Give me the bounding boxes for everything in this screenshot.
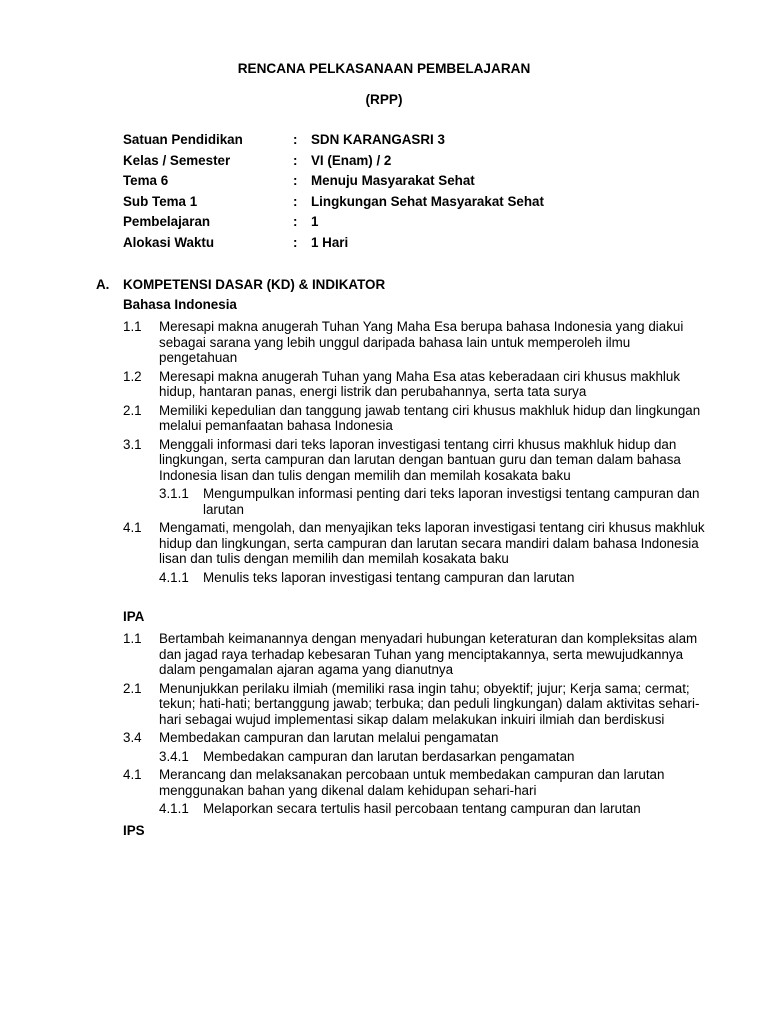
identity-row [123, 214, 544, 235]
identity-row [123, 235, 544, 256]
identity-colon: : [293, 234, 298, 250]
document-subtitle: (RPP) [365, 92, 403, 107]
kd-text: Meresapi makna anugerah Tuhan yang Maha Esa atas keberadaan ciri khusus makhluk hidup, hantaran panas, energi listrik dan perubahannya, serta tata surya [159, 368, 681, 399]
kd-text: Meresapi makna anugerah Tuhan Yang Maha Esa berupa bahasa Indonesia yang diakui sebagai sarana yang lebih unggul daripada bahasa lain untuk memperoleh ilmu pengetahuan [159, 319, 684, 365]
indicator-text: Membedakan campuran dan larutan berdasarkan pengamatan [203, 748, 575, 764]
kd-item [123, 319, 706, 366]
identity-value: Lingkungan Sehat Masyarakat Sehat [311, 193, 544, 209]
kd-item [123, 369, 706, 400]
identity-label: Alokasi Waktu [123, 234, 215, 250]
identity-table [123, 132, 544, 256]
identity-value: SDN KARANGASRI 3 [311, 132, 445, 147]
kd-item [123, 403, 706, 434]
indicator-number: 3.1.1 [159, 486, 189, 501]
kd-item [123, 767, 706, 798]
kd-item [123, 520, 706, 567]
kd-number: 1.1 [123, 631, 142, 646]
section-heading [96, 277, 706, 297]
identity-colon: : [293, 152, 298, 168]
identity-value: 1 [311, 214, 319, 230]
kd-number: 3.1 [123, 436, 142, 452]
kd-item [123, 437, 706, 484]
identity-label: Kelas / Semester [123, 152, 231, 168]
subject-ipa [123, 609, 706, 817]
subject-bahasa-indonesia [123, 297, 706, 585]
kd-text: Mengamati, mengolah, dan menyajikan teks laporan investigasi tentang ciri khusus makhluk hidup dan lingkungan, serta campuran dan larutan secara mandiri dalam bahasa Indonesia lisan dan tulis dengan memilih dan memilah kosakata baku [159, 520, 705, 566]
indicator-item [159, 749, 706, 765]
subject-title: IPA [123, 609, 145, 624]
indicator-number: 4.1.1 [159, 569, 189, 585]
identity-colon: : [293, 173, 298, 189]
kd-item [123, 681, 706, 728]
kd-number: 4.1 [123, 520, 142, 535]
kd-number: 1.1 [123, 319, 142, 334]
indicator-item [159, 486, 706, 517]
identity-value: 1 Hari [311, 234, 349, 250]
kd-number: 3.4 [123, 730, 142, 745]
identity-colon: : [293, 214, 298, 230]
kd-text: Bertambah keimanannya dengan menyadari hubungan keteraturan dan kompleksitas alam dan jagad raya terhadap kebesaran Tuhan yang menciptakannya, serta mewujudkannya dalam pengamalan ajaran agama yang dianutnya [159, 631, 698, 677]
kd-text: Menggali informasi dari teks laporan investigasi tentang cirri khusus makhluk hidup dan lingkungan, serta campuran dan larutan dengan bantuan guru dan teman dalam bahasa Indonesia lisan dan tulis dengan memilih dan memilah kosakata baku [159, 436, 681, 483]
identity-label: Sub Tema 1 [123, 193, 198, 209]
identity-label: Pembelajaran [123, 214, 211, 230]
kd-text: Memiliki kepedulian dan tanggung jawab tentang ciri khusus makhluk hidup dan lingkungan melalui pemanfaatan bahasa Indonesia [159, 402, 701, 433]
kd-text: Menunjukkan perilaku ilmiah (memiliki rasa ingin tahu; obyektif; jujur; Kerja sama; cermat; tekun; hati-hati; bertanggung jawab; terbuka; dan peduli lingkungan) dalam aktivitas sehari-hari sebagai wujud implementasi sikap dalam melakukan inkuiri ilmiah dan berdiskusi [159, 680, 700, 727]
kd-number: 1.2 [123, 368, 142, 384]
spacer [96, 588, 706, 609]
subject-title: Bahasa Indonesia [123, 297, 237, 312]
indicator-text: Melaporkan secara tertulis hasil percobaan tentang campuran dan larutan [203, 801, 641, 816]
indicator-text: Menulis teks laporan investigasi tentang campuran dan larutan [203, 569, 575, 585]
section-letter: A. [96, 277, 110, 292]
kd-number: 2.1 [123, 680, 142, 696]
identity-label: Tema 6 [123, 173, 169, 189]
indicator-item [159, 801, 706, 817]
kd-text: Membedakan campuran dan larutan melalui pengamatan [159, 730, 499, 745]
indicator-item [159, 570, 706, 586]
indicator-text: Mengumpulkan informasi penting dari teks laporan investigsi tentang campuran dan larutan [203, 486, 700, 517]
document-title: RENCANA PELKASANAAN PEMBELAJARAN [237, 61, 531, 76]
identity-row [123, 132, 544, 153]
identity-row [123, 153, 544, 174]
kd-item [123, 730, 706, 746]
identity-value: VI (Enam) / 2 [311, 152, 392, 168]
kd-number: 2.1 [123, 402, 142, 418]
identity-colon: : [293, 193, 298, 209]
identity-row [123, 194, 544, 215]
kd-item [123, 631, 706, 678]
identity-label: Satuan Pendidikan [123, 132, 243, 147]
kd-number: 4.1 [123, 767, 142, 782]
identity-value: Menuju Masyarakat Sehat [311, 173, 475, 189]
identity-row [123, 173, 544, 194]
section-title: KOMPETENSI DASAR (KD) & INDIKATOR [123, 277, 386, 292]
indicator-number: 3.4.1 [159, 748, 189, 764]
kd-text: Merancang dan melaksanakan percobaan untuk membedakan campuran dan larutan menggunakan bahan yang dikenal dalam kehidupan sehari-hari [159, 767, 665, 798]
subject-title: IPS [123, 822, 145, 838]
subject-ips [123, 823, 706, 842]
identity-colon: : [293, 132, 298, 147]
section-kompetensi-dasar [96, 277, 706, 842]
indicator-number: 4.1.1 [159, 801, 189, 816]
